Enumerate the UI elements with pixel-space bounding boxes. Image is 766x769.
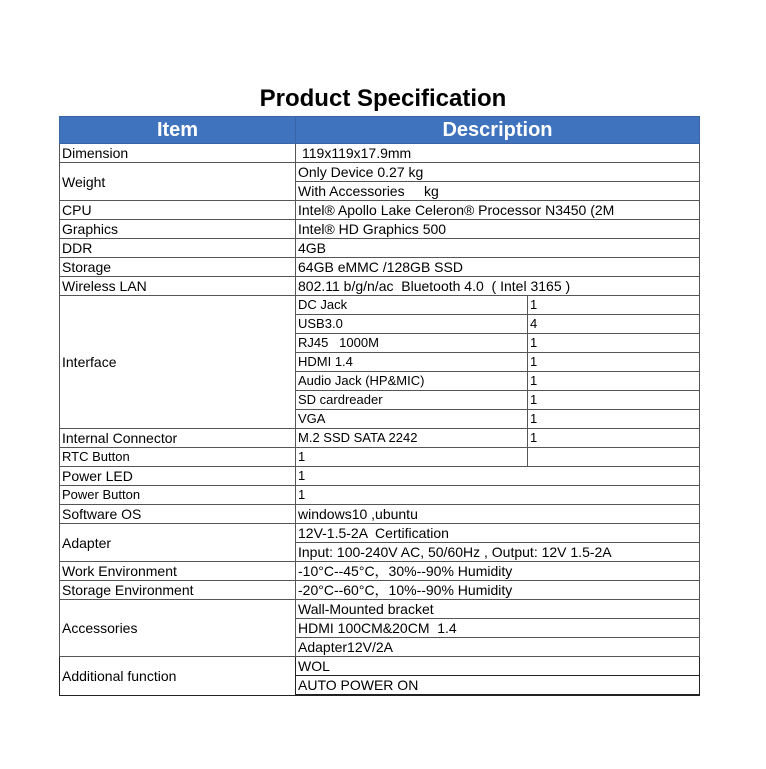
port-qty: 1 — [528, 391, 700, 410]
empty-cell — [528, 448, 700, 467]
port-name: HDMI 1.4 — [296, 353, 528, 372]
table-row — [60, 277, 700, 296]
row-label: Weight — [60, 163, 296, 201]
row-value: Wall-Mounted bracket — [296, 600, 700, 619]
row-label: Power LED — [60, 467, 296, 486]
table-row — [60, 201, 700, 220]
port-qty: 1 — [528, 429, 700, 448]
row-label: Adapter — [60, 524, 296, 562]
port-qty: 1 — [528, 353, 700, 372]
row-value: Input: 100-240V AC, 50/60Hz , Output: 12V 1.5-2A — [296, 543, 700, 562]
table-row — [60, 239, 700, 258]
port-qty: 1 — [528, 410, 700, 429]
row-value: Intel® HD Graphics 500 — [296, 220, 700, 239]
port-name: SD cardreader — [296, 391, 528, 410]
port-name: USB3.0 — [296, 315, 528, 334]
row-value: Adapter12V/2A — [296, 638, 700, 657]
port-qty: 1 — [528, 372, 700, 391]
row-label: Accessories — [60, 600, 296, 657]
row-label: Storage Environment — [60, 581, 296, 600]
table-row — [60, 429, 700, 448]
row-label: CPU — [60, 201, 296, 220]
row-value: Intel® Apollo Lake Celeron® Processor N3450 (2M — [296, 201, 700, 220]
row-value: -20°C--60°C，10%--90% Humidity — [296, 581, 700, 600]
row-value: 1 — [296, 467, 700, 486]
table-row — [60, 562, 700, 581]
table-row — [60, 524, 700, 543]
table-row — [60, 505, 700, 524]
page-title: Product Specification — [259, 85, 507, 112]
row-value: 1 — [296, 448, 528, 467]
table-row — [60, 448, 700, 467]
row-label: Power Button — [60, 486, 296, 505]
table-row — [60, 581, 700, 600]
spec-table — [59, 116, 700, 696]
table-header-row — [60, 117, 700, 144]
row-value: With Accessories kg — [296, 182, 700, 201]
row-label: Wireless LAN — [60, 277, 296, 296]
row-label: Software OS — [60, 505, 296, 524]
row-value: HDMI 100CM&20CM 1.4 — [296, 619, 700, 638]
port-qty: 1 — [528, 296, 700, 315]
table-row — [60, 467, 700, 486]
row-label: Graphics — [60, 220, 296, 239]
row-value: windows10 ,ubuntu — [296, 505, 700, 524]
row-label: Work Environment — [60, 562, 296, 581]
row-value: -10°C--45°C，30%--90% Humidity — [296, 562, 700, 581]
port-name: RJ45 1000M — [296, 334, 528, 353]
table-row — [60, 220, 700, 239]
row-value: 4GB — [296, 239, 700, 258]
port-name: DC Jack — [296, 296, 528, 315]
table-row — [60, 163, 700, 182]
row-value: 119x119x17.9mm — [296, 144, 700, 163]
row-label: RTC Button — [60, 448, 296, 467]
port-qty: 4 — [528, 315, 700, 334]
port-name: M.2 SSD SATA 2242 — [296, 429, 528, 448]
row-label: Internal Connector — [60, 429, 296, 448]
row-label: Interface — [60, 296, 296, 429]
row-label: DDR — [60, 239, 296, 258]
row-value: 64GB eMMC /128GB SSD — [296, 258, 700, 277]
row-label: Storage — [60, 258, 296, 277]
table-row — [60, 258, 700, 277]
row-value: AUTO POWER ON — [296, 676, 700, 696]
header-item: Item — [60, 117, 296, 144]
row-value: 1 — [296, 486, 700, 505]
port-name: VGA — [296, 410, 528, 429]
row-value: WOL — [296, 657, 700, 676]
port-name: Audio Jack (HP&MIC) — [296, 372, 528, 391]
table-row — [60, 144, 700, 163]
table-row — [60, 486, 700, 505]
row-value: 802.11 b/g/n/ac Bluetooth 4.0 ( Intel 3165 ) — [296, 277, 700, 296]
row-label: Additional function — [60, 657, 296, 696]
row-label: Dimension — [60, 144, 296, 163]
header-description: Description — [296, 117, 700, 144]
row-value: 12V-1.5-2A Certification — [296, 524, 700, 543]
port-qty: 1 — [528, 334, 700, 353]
row-value: Only Device 0.27 kg — [296, 163, 700, 182]
table-row — [60, 600, 700, 619]
table-row — [60, 657, 700, 676]
table-row — [60, 296, 700, 315]
